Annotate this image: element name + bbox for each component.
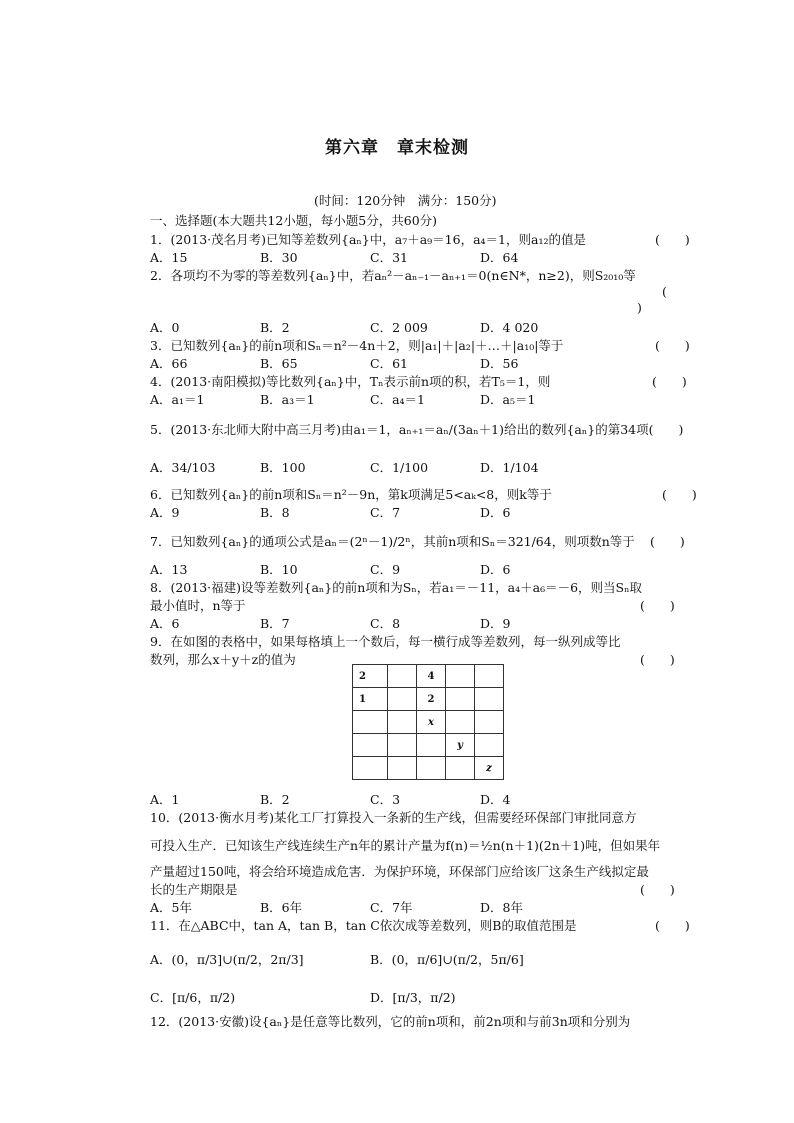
answer-bracket: ( ): [655, 918, 690, 933]
q4-option-c: C．a₄＝1: [370, 392, 425, 407]
q9-option-c: C．3: [370, 792, 401, 807]
q8-option-b: B．7: [260, 616, 290, 631]
answer-bracket: ( ): [650, 534, 685, 549]
q10-option-a: A．5年: [150, 900, 192, 915]
question-5: 5．(2013·东北师大附中高三月考)由a₁＝1，aₙ₊₁＝aₙ/(3aₙ＋1)给出的数列{aₙ}的第34项( ): [150, 422, 684, 437]
question-10-line-2: 可投入生产．已知该生产线连续生产n年的累计产量为f(n)＝½n(n＋1)(2n＋1)吨，但如果年: [150, 838, 661, 853]
question-8-line-1: 8．(2013·福建)设等差数列{aₙ}的前n项和为Sₙ，若a₁＝－11，a₄＋a₆＝－6，则当Sₙ取: [150, 580, 642, 595]
grid-cell: 2: [417, 688, 446, 711]
q11-option-c: C．[π/6，π/2): [150, 990, 236, 1005]
question-1: 1．(2013·茂名月考)已知等差数列{aₙ}中，a₇＋a₉＝16，a₄＝1，则a₁₂的值是: [150, 232, 586, 247]
q7-option-a: A．13: [150, 562, 188, 577]
question-10-line-1: 10．(2013·衡水月考)某化工厂打算投入一条新的生产线，但需要经环保部门审批同意方: [150, 810, 637, 825]
grid-cell: [446, 665, 475, 688]
grid-cell: [446, 711, 475, 734]
q7-option-d: D．6: [480, 562, 511, 577]
q9-option-a: A．1: [150, 792, 180, 807]
grid-cell: [353, 734, 388, 757]
grid-cell: [446, 757, 475, 780]
q9-number-grid: [352, 664, 504, 780]
q11-option-a: A．(0，π/3]∪(π/2，2π/3]: [150, 952, 304, 967]
grid-cell: 2: [353, 665, 388, 688]
q2-option-d: D．4 020: [480, 320, 539, 335]
grid-cell: [353, 757, 388, 780]
q6-option-d: D．6: [480, 505, 511, 520]
grid-cell: [417, 757, 446, 780]
grid-cell-y: y: [446, 734, 475, 757]
question-10-line-3: 产量超过150吨，将会给环境造成危害．为保护环境，环保部门应给该厂这条生产线拟定最: [150, 864, 649, 879]
grid-cell: [353, 711, 388, 734]
answer-bracket: ( ): [640, 598, 675, 613]
grid-cell: [417, 734, 446, 757]
grid-cell: [475, 688, 504, 711]
q4-option-d: D．a₅＝1: [480, 392, 536, 407]
question-6: 6．已知数列{aₙ}的前n项和Sₙ＝n²－9n，第k项满足5<aₖ<8，则k等于: [150, 487, 552, 502]
q10-option-c: C．7年: [370, 900, 413, 915]
question-11: 11．在△ABC中，tan A，tan B，tan C依次成等差数列，则B的取值范围是: [150, 918, 577, 933]
page-title: 第六章 章末检测: [325, 138, 469, 158]
q2-option-b: B．2: [260, 320, 290, 335]
q10-option-d: D．8年: [480, 900, 523, 915]
q6-option-a: A．9: [150, 505, 180, 520]
question-8-line-2: 最小值时，n等于: [150, 598, 246, 613]
grid-cell: [388, 734, 417, 757]
grid-cell-x: x: [417, 711, 446, 734]
q5-option-d: D．1/104: [480, 460, 539, 475]
q1-option-d: D．64: [480, 250, 519, 265]
grid-cell: [446, 688, 475, 711]
grid-cell: [475, 665, 504, 688]
q6-option-b: B．8: [260, 505, 290, 520]
answer-bracket: ( ): [640, 652, 675, 667]
q8-option-c: C．8: [370, 616, 401, 631]
q11-option-d: D．[π/3，π/2): [370, 990, 456, 1005]
answer-bracket: ( ): [655, 338, 690, 353]
exam-meta: (时间：120分钟 满分：150分): [314, 193, 497, 208]
answer-bracket: ( ): [655, 232, 690, 247]
grid-cell: 4: [417, 665, 446, 688]
q6-option-c: C．7: [370, 505, 401, 520]
q5-option-a: A．34/103: [150, 460, 216, 475]
q5-option-c: C．1/100: [370, 460, 429, 475]
q9-option-d: D．4: [480, 792, 511, 807]
question-7: 7．已知数列{aₙ}的通项公式是aₙ＝(2ⁿ－1)/2ⁿ，其前n项和Sₙ＝321/64，则项数n等于: [150, 534, 635, 549]
q7-option-c: C．9: [370, 562, 401, 577]
answer-bracket-open: (: [662, 284, 667, 299]
section-heading: 一、选择题(本大题共12小题，每小题5分，共60分): [150, 213, 438, 228]
question-10-line-4: 长的生产期限是: [150, 882, 238, 897]
grid-cell: 1: [353, 688, 388, 711]
q10-option-b: B．6年: [260, 900, 303, 915]
answer-bracket-close: ): [637, 300, 642, 315]
grid-cell: [475, 711, 504, 734]
question-3: 3．已知数列{aₙ}的前n项和Sₙ＝n²－4n＋2，则|a₁|＋|a₂|＋…＋|a₁₀|等于: [150, 338, 564, 353]
q3-option-b: B．65: [260, 356, 298, 371]
q3-option-c: C．61: [370, 356, 408, 371]
answer-bracket: ( ): [640, 882, 675, 897]
grid-cell: [388, 757, 417, 780]
q4-option-b: B．a₃＝1: [260, 392, 315, 407]
q2-option-a: A．0: [150, 320, 180, 335]
grid-cell: [388, 711, 417, 734]
q8-option-a: A．6: [150, 616, 180, 631]
answer-bracket: ( ): [652, 374, 687, 389]
q1-option-a: A．15: [150, 250, 188, 265]
q1-option-c: C．31: [370, 250, 408, 265]
question-9-line-2: 数列，那么x＋y＋z的值为: [150, 652, 296, 667]
grid-cell: [475, 734, 504, 757]
q11-option-b: B．(0，π/6]∪(π/2，5π/6]: [370, 952, 524, 967]
answer-bracket: ( ): [662, 487, 697, 502]
q7-option-b: B．10: [260, 562, 298, 577]
q9-option-b: B．2: [260, 792, 290, 807]
question-4: 4．(2013·南阳模拟)等比数列{aₙ}中，Tₙ表示前n项的积，若T₅＝1，则: [150, 374, 551, 389]
q4-option-a: A．a₁＝1: [150, 392, 205, 407]
q1-option-b: B．30: [260, 250, 298, 265]
q3-option-d: D．56: [480, 356, 519, 371]
grid-cell: [388, 688, 417, 711]
q5-option-b: B．100: [260, 460, 306, 475]
grid-cell-z: z: [475, 757, 504, 780]
question-2: 2．各项均不为零的等差数列{aₙ}中，若aₙ²－aₙ₋₁－aₙ₊₁＝0(n∈N*，n≥2)，则S₂₀₁₀等: [150, 268, 636, 283]
grid-cell: [388, 665, 417, 688]
q2-option-c: C．2 009: [370, 320, 428, 335]
question-12: 12．(2013·安徽)设{aₙ}是任意等比数列，它的前n项和，前2n项和与前3n项和分别为: [150, 1014, 631, 1029]
q3-option-a: A．66: [150, 356, 188, 371]
question-9-line-1: 9．在如图的表格中，如果每格填上一个数后，每一横行成等差数列，每一纵列成等比: [150, 634, 621, 649]
q8-option-d: D．9: [480, 616, 511, 631]
